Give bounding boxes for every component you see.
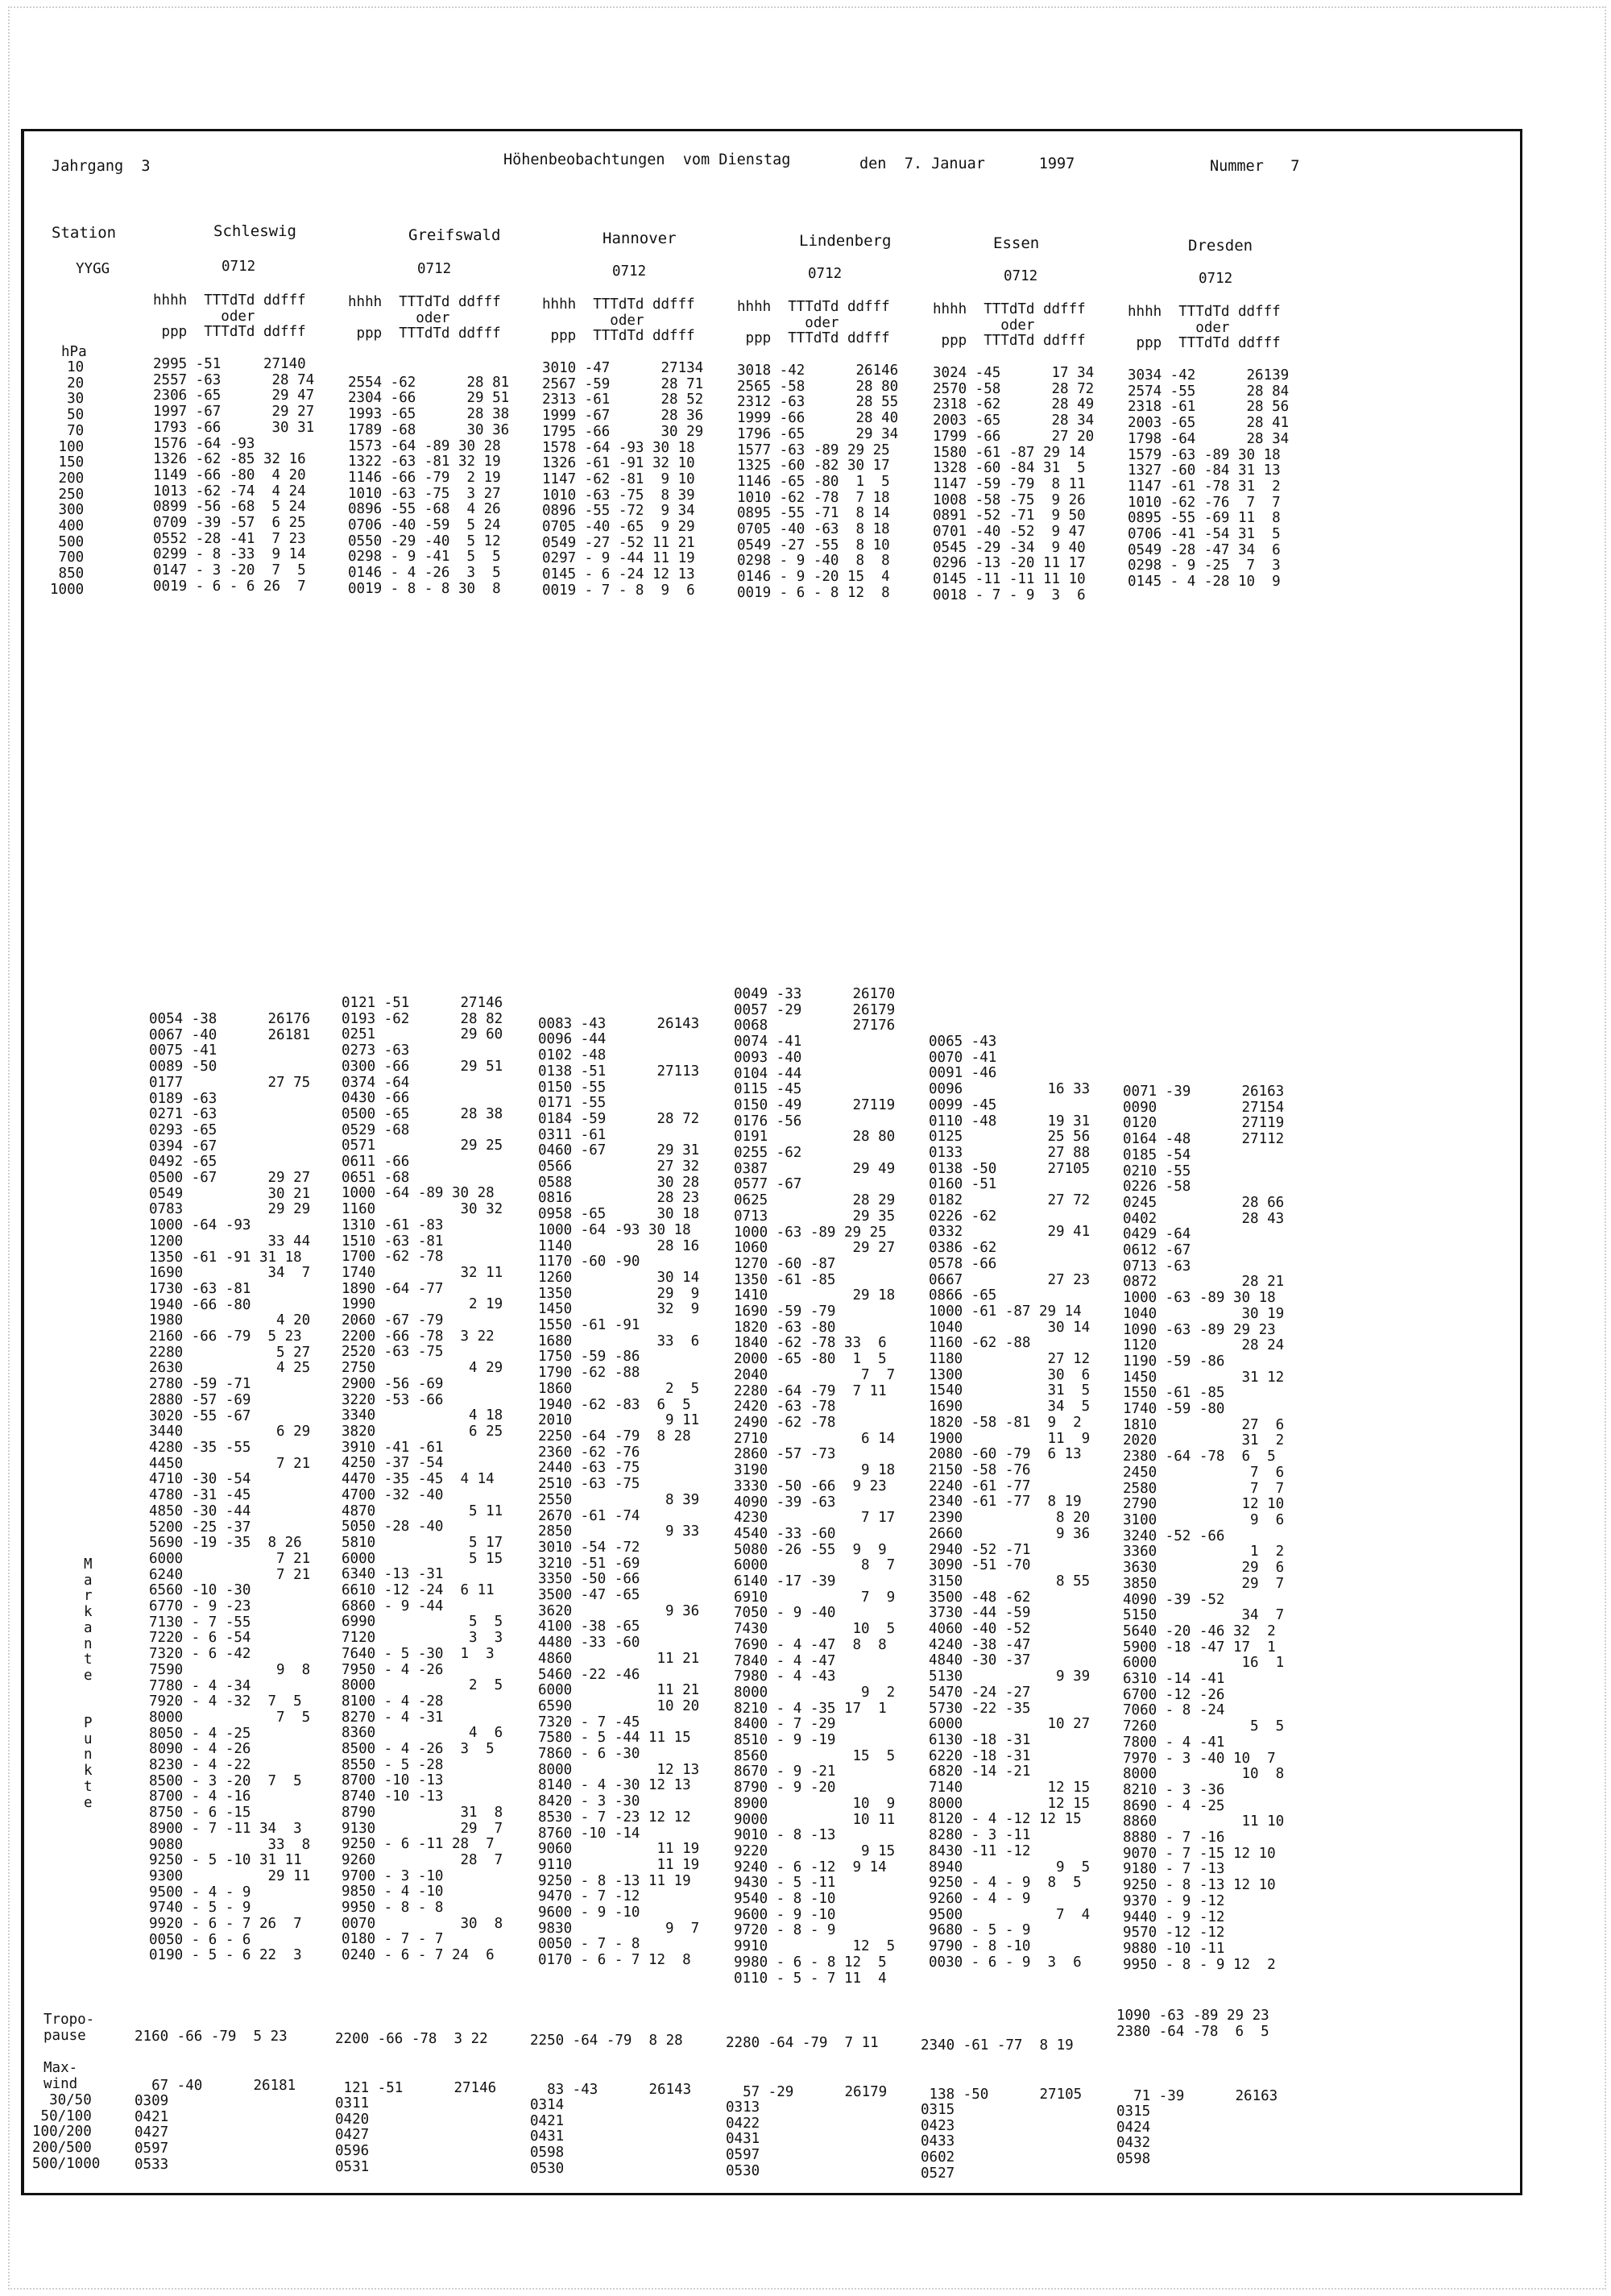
tropopause-label: Tropo- pause bbox=[43, 2012, 95, 2044]
standard-levels: 3010 -47 27134 2567 -59 28 71 2313 -61 28 52 1999 -67 28 36 1795 -66 30 29 1578 -64 -93 30 18 1326 -61 -91 32 10 1147 -62 -81 9 10 1010 -63 -75 8 39 0896 -55 -72 9 34 0705 -40 -65 9 29 0549 -27 -52 11 21 0297 - 9 -44 11 19 0145 - 6 -24 12 13 0019 - 7 - 8 9 6 bbox=[542, 360, 704, 599]
column-header: hhhh TTTdTd ddfff oder ppp TTTdTd ddfff bbox=[348, 294, 501, 342]
wind-shear-data: 0314 0421 0431 0598 0530 bbox=[530, 2097, 565, 2177]
standard-levels: 3018 -42 26146 2565 -58 28 80 2312 -63 28 55 1999 -66 28 40 1796 -65 29 34 1577 -63 -89 29 25 1325 -60 -82 30 17 1146 -65 -80 1 5 1010 -62 -78 7 18 0895 -55 -71 8 14 0705 -40 -63 8 18 0549 -27 -55 8 10 0298 - 9 -40 8 8 0146 - 9 -20 15 4 0019 - 6 - 8 12 8 bbox=[737, 363, 899, 601]
station-name: Hannover bbox=[603, 230, 677, 247]
markante-punkte-label: M a r k a n t e P u n k t e bbox=[84, 1556, 93, 1811]
standard-levels: 2554 -62 28 81 2304 -66 29 51 1993 -65 28 38 1789 -68 30 36 1573 -64 -89 30 28 1322 -63 -81 32 19 1146 -66 -79 2 19 1010 -63 -75 3 27 0896 -55 -68 4 26 0706 -40 -59 5 24 0550 -29 -40 5 12 0298 - 9 -41 5 5 0146 - 4 -26 3 5 0019 - 8 - 8 30 8 bbox=[348, 374, 510, 597]
hpa-label: hPa bbox=[61, 344, 87, 360]
station-name: Dresden bbox=[1188, 237, 1253, 255]
wind-shear-data: 0309 0421 0427 0597 0533 bbox=[135, 2093, 169, 2173]
tropopause-data: 2200 -66 -78 3 22 bbox=[335, 2031, 488, 2047]
significant-points: 0071 -39 26163 0090 27154 0120 27119 0164 -48 27112 0185 -54 0210 -55 0226 -58 0245 28 66 0402 28 43 0429 -64 0612 -67 0713 -63 0872 28 21 1000 -63 -89 30 18 1040 30 19 1090 -63 -89 29 23 1120 28 24 1190 -59 -86 1450 31 12 1550 -61 -85 1740 -59 -80 1810 27 6 2020 31 2 2380 -64 -78 6 5 2450 7 6 2580 7 7 2790 12 10 3100 9 6 3240 -52 -66 3360 1 2 3630 29 6 3850 29 7 4090 -39 -52 5150 34 7 5640 -20 -46 32 2 5900 -18 -47 17 1 6000 16 1 6310 -14 -41 6700 -12 -26 7060 - 8 -24 7260 5 5 7800 - 4 -41 7970 - 3 -40 10 7 8000 10 8 8210 - 3 -36 8690 - 4 -25 8860 11 10 8880 - 7 -16 9070 - 7 -15 12 10 9180 - 7 -13 9250 - 8 -13 12 10 9370 - 9 -12 9440 - 9 -12 9570 -12 -12 9880 -10 -11 9950 - 8 - 9 12 2 bbox=[1123, 1084, 1285, 1973]
wind-shear-labels: 30/50 50/100 100/200 200/500 500/1000 bbox=[32, 2092, 101, 2172]
station-name: Essen bbox=[993, 234, 1040, 252]
maxwind-data: 57 -29 26179 bbox=[726, 2084, 888, 2100]
tropopause-data: 2280 -64 -79 7 11 bbox=[726, 2035, 879, 2051]
standard-levels: 3034 -42 26139 2574 -55 28 84 2318 -61 28 56 2003 -65 28 41 1798 -64 28 34 1579 -63 -89 30 18 1327 -60 -84 31 13 1147 -61 -78 31 2 1010 -62 -76 7 7 0895 -55 -69 11 8 0706 -41 -54 31 5 0549 -28 -47 34 6 0298 - 9 -25 7 3 0145 - 4 -28 10 9 bbox=[1128, 367, 1290, 591]
standard-levels: 2995 -51 27140 2557 -63 28 74 2306 -65 29 47 1997 -67 29 27 1793 -66 30 31 1576 -64 -93 1326 -62 -85 32 16 1149 -66 -80 4 20 1013 -62 -74 4 24 0899 -56 -68 5 24 0709 -39 -57 6 25 0552 -28 -41 7 23 0299 - 8 -33 9 14 0147 - 3 -20 7 5 0019 - 6 - 6 26 7 bbox=[153, 356, 315, 595]
tropopause-data: 2340 -61 -77 8 19 bbox=[921, 2037, 1074, 2054]
significant-points: 0083 -43 26143 0096 -44 0102 -48 0138 -51 27113 0150 -55 0171 -55 0184 -59 28 72 0311 -61 0460 -67 29 31 0566 27 32 0588 30 28 0816 28 23 0958 -65 30 18 1000 -64 -93 30 18 1140 28 16 1170 -60 -90 1260 30 14 1350 29 9 1450 32 9 1550 -61 -91 1680 33 6 1750 -59 -86 1790 -62 -88 1860 2 5 1940 -62 -83 6 5 2010 9 11 2250 -64 -79 8 28 2360 -62 -76 2440 -63 -75 2510 -63 -75 2550 8 39 2670 -61 -74 2850 9 33 3010 -54 -72 3210 -51 -69 3350 -50 -66 3500 -47 -65 3620 9 36 4100 -38 -65 4480 -33 -60 4860 11 21 5460 -22 -46 6000 11 21 6590 10 20 7320 - 7 -45 7580 - 5 -44 11 15 7860 - 6 -30 8000 12 13 8140 - 4 -30 12 13 8420 - 3 -30 8530 - 7 -23 12 12 8760 -10 -14 9060 11 19 9110 11 19 9250 - 8 -13 11 19 9470 - 7 -12 9600 - 9 -10 9830 9 7 0050 - 7 - 8 0170 - 6 - 7 12 8 bbox=[538, 1015, 700, 1969]
station-label: Station bbox=[52, 224, 117, 242]
significant-points: 0121 -51 27146 0193 -62 28 82 0251 29 60 0273 -63 0300 -66 29 51 0374 -64 0430 -66 0500 -65 28 38 0529 -68 0571 29 25 0611 -66 0651 -68 1000 -64 -89 30 28 1160 30 32 1310 -61 -83 1510 -63 -81 1700 -62 -78 1740 32 11 1890 -64 -77 1990 2 19 2060 -67 -79 2200 -66 -78 3 22 2520 -63 -75 2750 4 29 2900 -56 -69 3220 -53 -66 3340 4 18 3820 6 25 3910 -41 -61 4250 -37 -54 4470 -35 -45 4 14 4700 -32 -40 4870 5 11 5050 -28 -40 5810 5 17 6000 5 15 6340 -13 -31 6610 -12 -24 6 11 6860 - 9 -44 6990 5 5 7120 3 3 7640 - 5 -30 1 3 7950 - 4 -26 8000 2 5 8100 - 4 -28 8270 - 4 -31 8360 4 6 8500 - 4 -26 3 5 8550 - 5 -28 8700 -10 -13 8740 -10 -13 8790 31 8 9130 29 7 9250 - 6 -11 28 7 9260 28 7 9700 - 3 -10 9850 - 4 -10 9950 - 8 - 8 0070 30 8 0180 - 7 - 7 0240 - 6 - 7 24 6 bbox=[342, 995, 503, 1964]
station-yygg: 0712 bbox=[1199, 271, 1233, 287]
station-name: Schleswig bbox=[213, 222, 296, 240]
maxwind-data: 138 -50 27105 bbox=[921, 2087, 1083, 2103]
station-name: Greifswald bbox=[408, 226, 501, 244]
significant-points: 0065 -43 0070 -41 0091 -46 0096 16 33 0099 -45 0110 -48 19 31 0125 25 56 0133 27 88 0138 -50 27105 0160 -51 0182 27 72 0226 -62 0332 29 41 0386 -62 0578 -66 0667 27 23 0866 -65 1000 -61 -87 29 14 1040 30 14 1160 -62 -88 1180 27 12 1300 30 6 1540 31 5 1690 34 5 1820 -58 -81 9 2 1900 11 9 2080 -60 -79 6 13 2150 -58 -76 2240 -61 -77 2340 -61 -77 8 19 2390 8 20 2660 9 36 2940 -52 -71 3090 -51 -70 3150 8 55 3500 -48 -62 3730 -44 -59 4060 -40 -52 4240 -38 -47 4840 -30 -37 5130 9 39 5470 -24 -27 5730 -22 -35 6000 10 27 6130 -18 -31 6220 -18 -31 6820 -14 -21 7140 12 15 8000 12 15 8120 - 4 -12 12 15 8280 - 3 -11 8430 -11 -12 8940 9 5 9250 - 4 - 9 8 5 9260 - 4 - 9 9500 7 4 9680 - 5 - 9 9790 - 8 -10 0030 - 6 - 9 3 6 bbox=[929, 1034, 1091, 1971]
wind-shear-data: 0315 0423 0433 0602 0527 bbox=[921, 2102, 955, 2182]
column-header: hhhh TTTdTd ddfff oder ppp TTTdTd ddfff bbox=[153, 292, 306, 341]
maxwind-data: 71 -39 26163 bbox=[1116, 2088, 1278, 2104]
significant-points: 0054 -38 26176 0067 -40 26181 0075 -41 0089 -50 0177 27 75 0189 -63 0271 -63 0293 -65 0394 -67 0492 -65 0500 -67 29 27 0549 30 21 0783 29 29 1000 -64 -93 1200 33 44 1350 -61 -91 31 18 1690 34 7 1730 -63 -81 1940 -66 -80 1980 4 20 2160 -66 -79 5 23 2280 5 27 2630 4 25 2780 -59 -71 2880 -57 -69 3020 -55 -67 3440 6 29 4280 -35 -55 4450 7 21 4710 -30 -54 4780 -31 -45 4850 -30 -44 5200 -25 -37 5690 -19 -35 8 26 6000 7 21 6240 7 21 6560 -10 -30 6770 - 9 -23 7130 - 7 -55 7220 - 6 -54 7320 - 6 -42 7590 9 8 7780 - 4 -34 7920 - 4 -32 7 5 8000 7 5 8050 - 4 -25 8090 - 4 -26 8230 - 4 -22 8500 - 3 -20 7 5 8700 - 4 -16 8750 - 6 -15 8900 - 7 -11 34 3 9080 33 8 9250 - 5 -10 31 11 9300 29 11 9500 - 4 - 9 9740 - 5 - 9 9920 - 6 - 7 26 7 0050 - 6 - 6 0190 - 5 - 6 22 3 bbox=[149, 1011, 311, 1964]
station-yygg: 0712 bbox=[1004, 268, 1038, 284]
tropopause-data: 2250 -64 -79 8 28 bbox=[530, 2033, 683, 2049]
column-header: hhhh TTTdTd ddfff oder ppp TTTdTd ddfff bbox=[1128, 304, 1281, 352]
pressure-levels: 10 20 30 50 70 100 150 200 250 300 400 500 700 850 1000 bbox=[50, 359, 85, 598]
column-header: hhhh TTTdTd ddfff oder ppp TTTdTd ddfff bbox=[737, 299, 890, 347]
maxwind-data: 121 -51 27146 bbox=[335, 2080, 497, 2096]
issue-number: Nummer 7 bbox=[1210, 158, 1300, 175]
standard-levels: 3024 -45 17 34 2570 -58 28 72 2318 -62 28 49 2003 -65 28 34 1799 -66 27 20 1580 -61 -87 29 14 1328 -60 -84 31 5 1147 -59 -79 8 11 1008 -58 -75 9 26 0891 -52 -71 9 50 0701 -40 -52 9 47 0545 -29 -34 9 40 0296 -13 -20 11 17 0145 -11 -11 11 10 0018 - 7 - 9 3 6 bbox=[933, 365, 1095, 603]
column-header: hhhh TTTdTd ddfff oder ppp TTTdTd ddfff bbox=[542, 296, 695, 345]
station-yygg: 0712 bbox=[417, 261, 452, 277]
tropopause-data: 2160 -66 -79 5 23 bbox=[135, 2029, 288, 2045]
maxwind-label: Max- wind bbox=[43, 2060, 78, 2092]
page-title: Höhenbeobachtungen vom Dienstag bbox=[503, 151, 791, 168]
station-yygg: 0712 bbox=[222, 259, 256, 275]
column-header: hhhh TTTdTd ddfff oder ppp TTTdTd ddfff bbox=[933, 301, 1086, 350]
maxwind-data: 83 -43 26143 bbox=[530, 2082, 692, 2098]
tropopause-data: 1090 -63 -89 29 23 2380 -64 -78 6 5 bbox=[1116, 2008, 1269, 2040]
volume-label: Jahrgang 3 bbox=[52, 158, 151, 175]
station-name: Lindenberg bbox=[799, 232, 892, 250]
wind-shear-data: 0315 0424 0432 0598 bbox=[1116, 2103, 1151, 2168]
wind-shear-data: 0311 0420 0427 0596 0531 bbox=[335, 2095, 370, 2175]
station-yygg: 0712 bbox=[808, 266, 843, 282]
maxwind-data: 67 -40 26181 bbox=[135, 2078, 296, 2094]
report-date: den 7. Januar 1997 bbox=[859, 155, 1075, 172]
yygg-label: YYGG bbox=[76, 261, 110, 277]
wind-shear-data: 0313 0422 0431 0597 0530 bbox=[726, 2099, 760, 2179]
significant-points: 0049 -33 26170 0057 -29 26179 0068 27176 0074 -41 0093 -40 0104 -44 0115 -45 0150 -49 27119 0176 -56 0191 28 80 0255 -62 0387 29 49 0577 -67 0625 28 29 0713 29 35 1000 -63 -89 29 25 1060 29 27 1270 -60 -87 1350 -61 -85 1410 29 18 1690 -59 -79 1820 -63 -80 1840 -62 -78 33 6 2000 -65 -80 1 5 2040 7 7 2280 -64 -79 7 11 2420 -63 -78 2490 -62 -78 2710 6 14 2860 -57 -73 3190 9 18 3330 -50 -66 9 23 4090 -39 -63 4230 7 17 4540 -33 -60 5080 -26 -55 9 9 6000 8 7 6140 -17 -39 6910 7 9 7050 - 9 -40 7430 10 5 7690 - 4 -47 8 8 7840 - 4 -47 7980 - 4 -43 8000 9 2 8210 - 4 -35 17 1 8400 - 7 -29 8510 - 9 -19 8560 15 5 8670 - 9 -21 8790 - 9 -20 8900 10 9 9000 10 11 9010 - 8 -13 9220 9 15 9240 - 6 -12 9 14 9430 - 5 -11 9540 - 8 -10 9600 - 9 -10 9720 - 8 - 9 9910 12 5 9980 - 6 - 8 12 5 0110 - 5 - 7 11 4 bbox=[734, 986, 896, 1987]
station-yygg: 0712 bbox=[612, 263, 647, 280]
